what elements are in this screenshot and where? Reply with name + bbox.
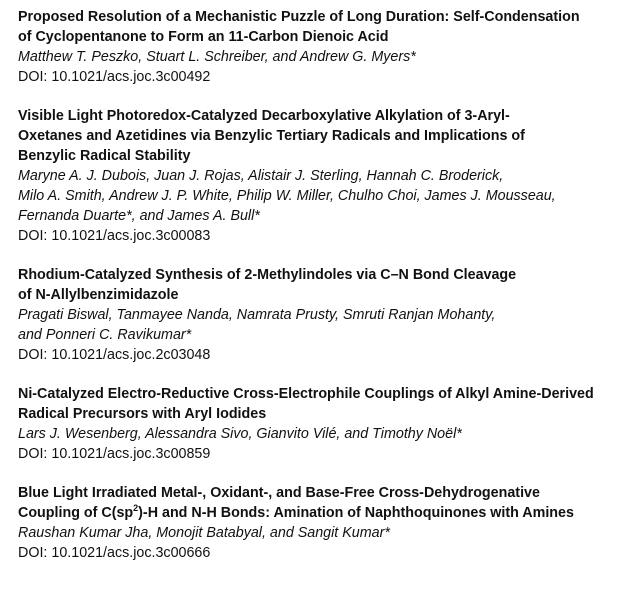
article-doi[interactable]: DOI: 10.1021/acs.joc.3c00492 xyxy=(18,69,211,85)
article-doi[interactable]: DOI: 10.1021/acs.joc.3c00083 xyxy=(18,228,211,244)
article-authors: Pragati Biswal, Tanmayee Nanda, Namrata Prusty, Smruti Ranjan Mohanty, and Ponneri C. Ravikumar* xyxy=(18,307,496,343)
article-authors: Matthew T. Peszko, Stuart L. Schreiber, and Andrew G. Myers* xyxy=(18,49,416,65)
article-doi[interactable]: DOI: 10.1021/acs.joc.2c03048 xyxy=(18,347,211,363)
article-title[interactable]: Rhodium-Catalyzed Synthesis of 2-Methylindoles via C–N Bond Cleavage of N-Allylbenzimidazole xyxy=(18,267,517,303)
article-entry xyxy=(18,384,614,464)
article-entry xyxy=(18,265,614,365)
article-title[interactable]: Visible Light Photoredox-Catalyzed Decarboxylative Alkylation of 3-Aryl- Oxetanes and Azetidines via Benzylic Tertiary Radicals and Implications of Benzylic Radical Stability xyxy=(18,108,525,164)
article-entry xyxy=(18,483,614,563)
article-authors: Raushan Kumar Jha, Monojit Batabyal, and Sangit Kumar* xyxy=(18,525,390,541)
article-title[interactable]: Ni-Catalyzed Electro-Reductive Cross-Electrophile Couplings of Alkyl Amine-Derived Radical Precursors with Aryl Iodides xyxy=(18,386,594,422)
article-doi[interactable]: DOI: 10.1021/acs.joc.3c00859 xyxy=(18,446,211,462)
article-authors: Maryne A. J. Dubois, Juan J. Rojas, Alistair J. Sterling, Hannah C. Broderick, Milo A. Smith, Andrew J. P. White, Philip W. Miller, Chulho Choi, James J. Mousseau, Fernanda Duarte*, and James A. Bull* xyxy=(18,168,556,224)
article-title[interactable]: Blue Light Irradiated Metal-, Oxidant-, and Base-Free Cross-Dehydrogenative Coupling of $C(sp^2)-H$ and N-H Bonds: Amination of Naphthoquinones with Amines xyxy=(18,485,574,521)
article-entry xyxy=(18,7,614,87)
article-entry xyxy=(18,106,614,246)
article-doi[interactable]: DOI: 10.1021/acs.joc.3c00666 xyxy=(18,545,211,561)
article-authors: Lars J. Wesenberg, Alessandra Sivo, Gianvito Vilé, and Timothy Noël* xyxy=(18,426,462,442)
article-title[interactable]: Proposed Resolution of a Mechanistic Puzzle of Long Duration: Self-Condensation of Cyclopentanone to Form an 11-Carbon Dienoic Acid xyxy=(18,9,580,45)
